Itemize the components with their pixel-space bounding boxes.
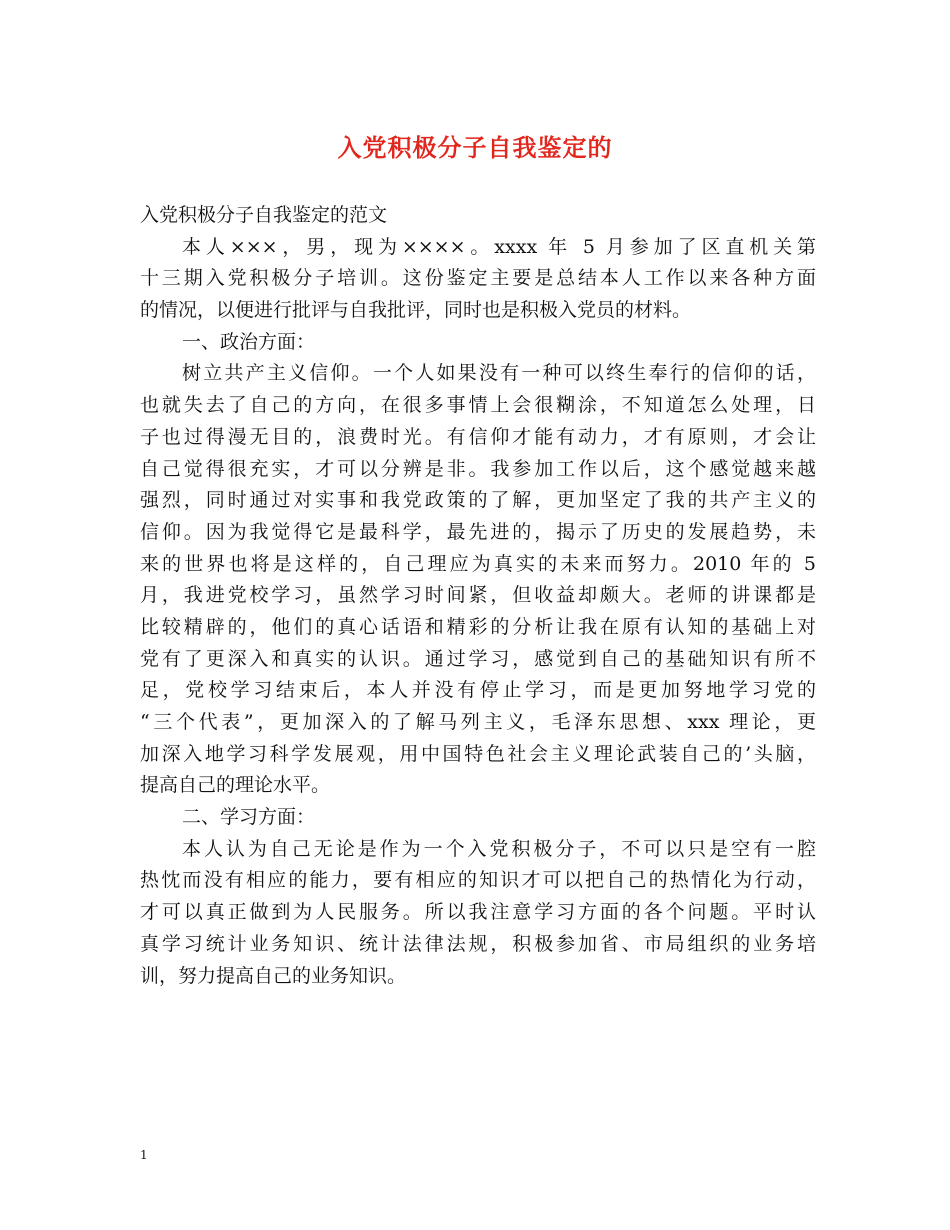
text-line: 比较精辟的，他们的真心话语和精彩的分析让我在原有认知的基础上对 — [140, 615, 816, 638]
text-line: 十三期入党积极分子培训。这份鉴定主要是总结本人工作以来各种方面 — [140, 267, 816, 290]
page-number: 1 — [140, 1148, 148, 1162]
text-line: 真学习统计业务知识、统计法律法规，积极参加省、市局组织的业务培 — [140, 932, 816, 955]
document-title: 入党积极分子自我鉴定的 — [337, 133, 613, 162]
text-line: 子也过得漫无目的，浪费时光。有信仰才能有动力，才有原则，才会让 — [140, 425, 816, 448]
text-line: “三个代表”，更加深入的了解马列主义，毛泽东思想、xxx 理论，更 — [140, 711, 816, 733]
text-line: 加深入地学习科学发展观，用中国特色社会主义理论武装自己的’头脑， — [140, 742, 816, 765]
text-line: 热忱而没有相应的能力，要有相应的知识才可以把自己的热情化为行动， — [140, 869, 816, 892]
text-line: 来的世界也将是这样的，自己理应为真实的未来而努力。2010 年的 5 — [140, 552, 816, 575]
text-line: 月，我进党校学习，虽然学习时间紧，但收益却颇大。老师的讲课都是 — [140, 584, 816, 607]
text-line: 本人认为自己无论是作为一个入党积极分子，不可以只是空有一腔 — [182, 837, 816, 860]
text-line: 一、政治方面： — [182, 330, 316, 353]
text-line: 二、学习方面： — [182, 806, 316, 829]
document-body — [140, 200, 816, 992]
text-line: 足，党校学习结束后，本人并没有停止学习，而是更加努地学习党的 — [140, 679, 816, 702]
text-line: 信仰。因为我觉得它是最科学，最先进的，揭示了历史的发展趋势，未 — [140, 520, 816, 543]
text-line: 才可以真正做到为人民服务。所以我注意学习方面的各个问题。平时认 — [140, 901, 816, 924]
text-line: 训，努力提高自己的业务知识。 — [140, 964, 407, 987]
text-line: 的情况，以便进行批评与自我批评，同时也是积极入党员的材料。 — [140, 299, 692, 322]
text-line: 自己觉得很充实，才可以分辨是非。我参加工作以后，这个感觉越来越 — [140, 457, 816, 480]
text-line: 树立共产主义信仰。一个人如果没有一种可以终生奉行的信仰的话， — [182, 362, 816, 385]
text-line: 入党积极分子自我鉴定的范文 — [140, 204, 388, 226]
text-line: 本人×××，男，现为××××。xxxx 年 5 月参加了区直机关第 — [182, 235, 816, 258]
text-line: 也就失去了自己的方向，在很多事情上会很糊涂，不知道怎么处理，日 — [140, 394, 816, 417]
text-line: 党有了更深入和真实的认识。通过学习，感觉到自己的基础知识有所不 — [140, 647, 816, 670]
text-line: 强烈，同时通过对实事和我党政策的了解，更加坚定了我的共产主义的 — [140, 489, 816, 512]
text-line: 提高自己的理论水平。 — [140, 774, 331, 797]
